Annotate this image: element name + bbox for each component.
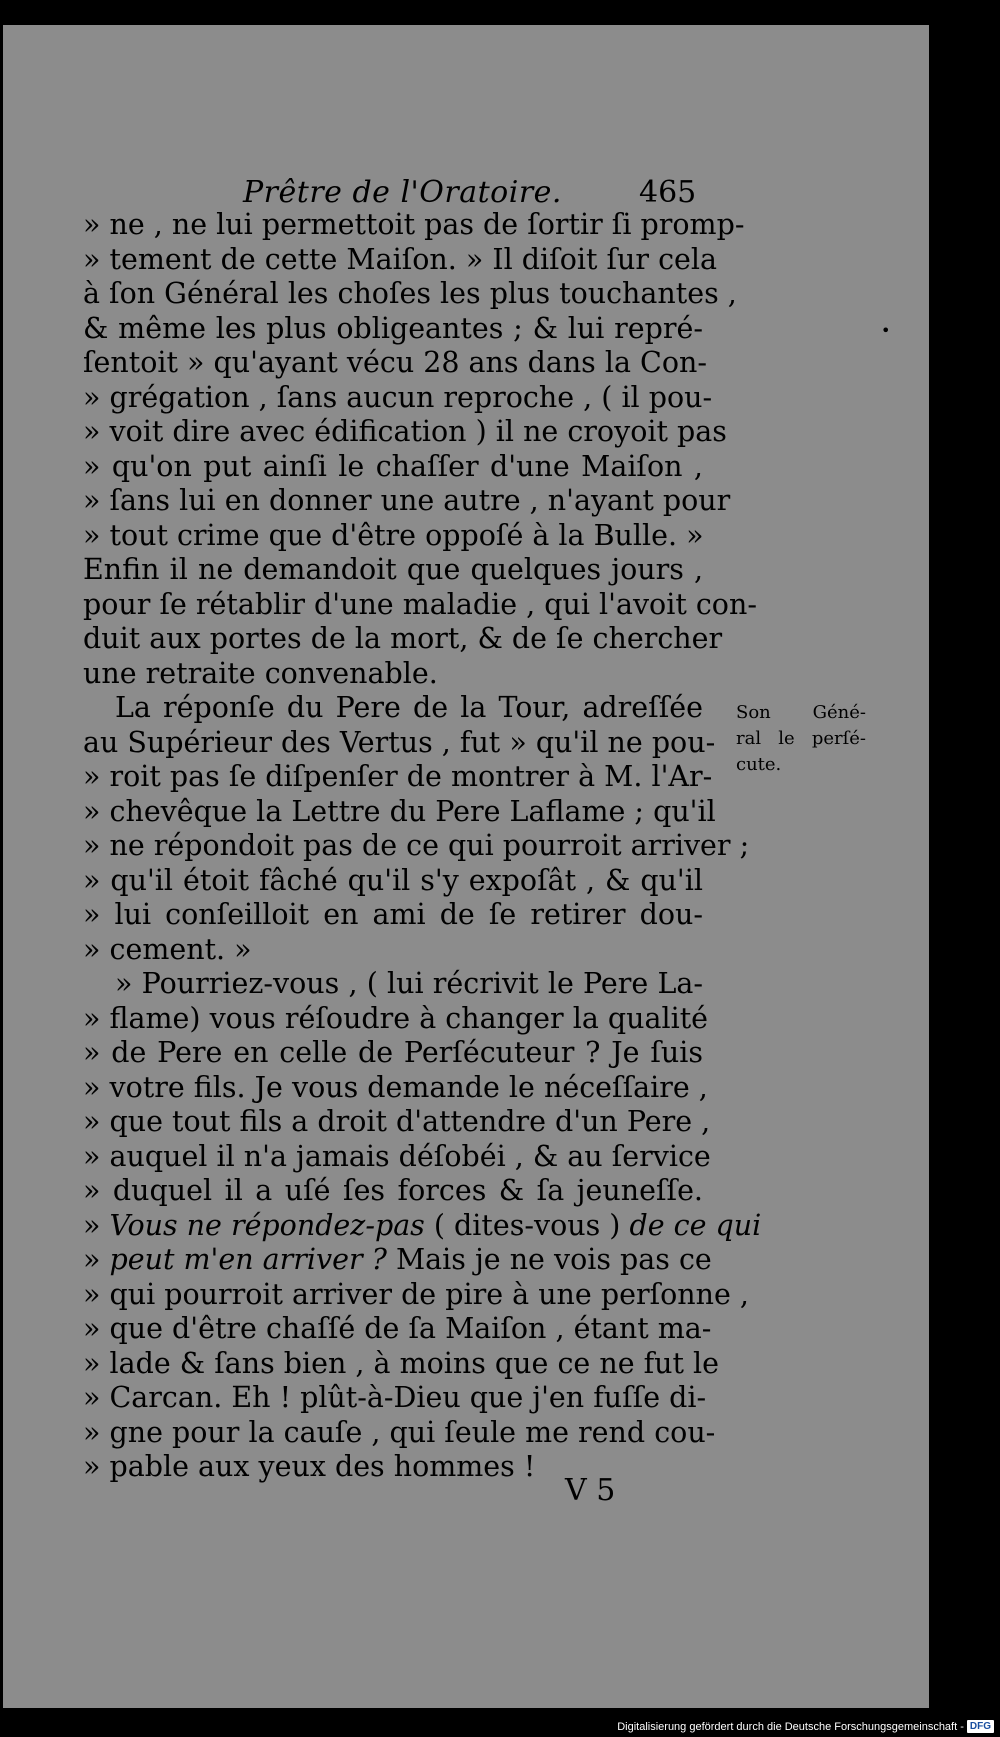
text-line: ſentoit » qu'ayant vécu 28 ans dans la Con- [83,346,707,379]
text-line: » grégation , ſans aucun reproche , ( il pou- [83,380,713,414]
text-line: » chevêque la Lettre du Pere Laflame ; qu'il [83,794,716,828]
text-line: La réponſe du Pere de la Tour, adreſſée [115,691,703,724]
text-line: » ne , ne lui permettoit pas de ſortir ſi promp- [83,208,745,241]
text-line: une retraite convenable. [83,656,438,690]
italic-text: peut m'en arriver ? [109,1243,387,1276]
text-line: » Pourriez-vous , ( lui récrivit le Pere La- [115,967,703,1000]
footer [617,1720,994,1733]
marginal-note-line: ral le perſé- [736,728,866,749]
text-line: » ne répondoit pas de ce qui pourroit arriver ; [83,829,750,862]
text-line: pour ſe rétablir d'une maladie , qui l'avoit con- [83,587,757,621]
text-line: » gne pour la cauſe , qui ſeule me rend cou- [83,1415,716,1449]
margin-mark: • [881,321,891,340]
marginal-note [736,700,866,778]
italic-text: de ce qui [629,1208,762,1242]
text-line: » tout crime que d'être oppoſé à la Bulle. » [83,518,704,552]
text-line: à ſon Général les choſes les plus touchantes , [83,277,737,310]
text-line: » roit pas ſe diſpenſer de montrer à M. l'Ar- [83,760,713,793]
running-title: Prêtre de l'Oratoire. [243,175,562,210]
text-span: Mais je ne vois pas ce [386,1243,712,1276]
text-line: » cement. » [83,932,252,966]
footer-text: Digitalisierung gefördert durch die Deutsche Forschungsgemeinschaft - [617,1720,964,1733]
document-page [3,25,929,1708]
text-span: » [83,1208,110,1242]
text-line: » flame) vous réſoudre à changer la qualité [83,1001,709,1035]
italic-text: Vous ne répondez-pas [109,1208,425,1242]
text-line: » voit dire avec édification ) il ne croyoit pas [83,415,727,448]
text-line: » que d'être chaſſé de ſa Maiſon , étant ma- [83,1312,712,1345]
text-line [83,1208,762,1244]
body-text [83,208,762,1485]
text-line: » duquel il a uſé ſes forces & ſa jeuneſſe. [83,1174,703,1207]
text-line: » lui conſeilloit en ami de ſe retirer dou- [83,898,703,931]
text-line: » ſans lui en donner une autre , n'ayant pour [83,484,731,517]
text-line: » tement de cette Maiſon. » Il diſoit ſur cela [83,242,718,276]
text-line: » qui pourroit arriver de pire à une perſonne , [83,1277,749,1311]
text-line: » auquel il n'a jamais déſobéi , & au ſervice [83,1139,711,1173]
text-line: » que tout fils a droit d'attendre d'un Pere , [83,1105,711,1138]
signature-mark: V 5 [565,1473,616,1508]
text-line: » de Pere en celle de Perſécuteur ? Je ſuis [83,1036,703,1069]
text-span: ( dites-vous ) [424,1208,630,1242]
text-span: » [83,1243,110,1276]
marginal-note-line: cute. [736,754,782,775]
text-line: » qu'on put ainſi le chaſſer d'une Maiſon , [83,449,703,483]
text-line: au Supérieur des Vertus , fut » qu'il ne pou- [83,725,716,759]
page-number: 465 [639,175,697,210]
text-line: » lade & ſans bien , à moins que ce ne fut le [83,1346,720,1380]
text-line: duit aux portes de la mort, & de ſe chercher [83,622,723,655]
text-line: » qu'il étoit fâché qu'il s'y expoſât , & qu'il [83,863,703,897]
text-line: » Carcan. Eh ! plût-à-Dieu que j'en fuſſe di- [83,1381,707,1414]
text-line: » votre fils. Je vous demande le néceſſaire , [83,1070,708,1104]
text-line [83,1243,712,1278]
marginal-note-line: Son Géné- [736,702,866,723]
text-line: » pable aux yeux des hommes ! [83,1450,536,1483]
dfg-logo-icon: DFG [967,1720,994,1733]
text-line: Enfin il ne demandoit que quelques jours , [83,553,703,586]
text-line: & même les plus obligeantes ; & lui repré- [83,311,703,345]
